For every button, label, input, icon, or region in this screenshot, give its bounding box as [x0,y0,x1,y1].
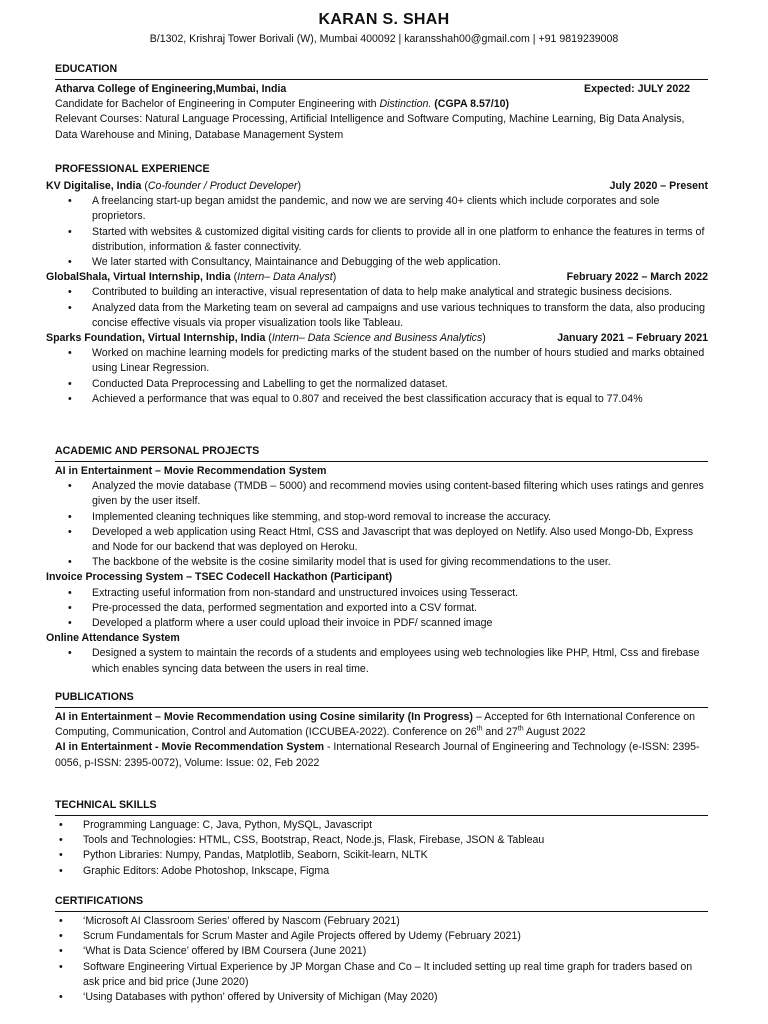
project-bullet-text: Implemented cleaning techniques like stemming, and stop-word removal to increase the accuracy. [92,510,552,523]
projects-section [46,444,708,677]
job-dates: February 2022 – March 2022 [566,271,708,284]
bullet-icon: • [68,347,72,360]
bullet-icon: • [68,286,72,299]
job-title: KV Digitalise, India (Co-founder / Product Developer) [46,180,301,192]
job-bullet-bullets [68,346,708,407]
bullet-icon: • [59,849,63,862]
publication-2-detail: - International Research Journal of Engineering and Technology (e-ISSN: 2395-0056, p-ISSN: 2395-0072), Volume: Issue: 02, Feb 2022 [55,741,700,769]
experience-list [46,179,708,407]
bullet-icon: • [68,195,72,208]
job-organization: GlobalShala, Virtual Internship, India [46,271,231,284]
bullet-icon: • [68,392,72,405]
project-title: Online Attendance System [46,632,180,645]
job-dates: July 2020 – Present [609,180,708,192]
project-bullet-bullets [68,646,708,676]
job-title: GlobalShala, Virtual Internship, India (Intern– Data Analyst) [46,271,337,284]
project-bullet-text: Pre-processed the data, performed segmentation and exported into a CSV format. [92,601,478,614]
project-bullet [68,601,708,616]
publication-2 [55,740,708,770]
skills-list [59,818,708,879]
job-header [46,331,708,346]
job-bullet [68,346,708,376]
skills-item [59,818,708,833]
job-bullet [68,285,708,300]
job-bullet-bullets [68,194,708,270]
bullet-icon: • [68,480,72,493]
bullet-icon: • [68,601,72,614]
projects-list [46,464,708,677]
project-bullet [68,616,708,631]
bullet-icon: • [68,301,72,314]
publication-1-title: AI in Entertainment – Movie Recommendation using Cosine similarity (In Progress) [55,711,473,723]
skills-item [59,864,708,879]
project-title: AI in Entertainment – Movie Recommendation System [55,465,327,477]
publications-heading: PUBLICATIONS [55,690,708,708]
bullet-icon: • [68,510,72,523]
job-header [46,270,708,285]
ordinal-suffix: th [476,725,483,733]
project-bullet [68,479,708,509]
job-title: Sparks Foundation, Virtual Internship, India (Intern– Data Science and Business Analytics) [46,332,486,345]
relevant-courses: Relevant Courses: Natural Language Processing, Artificial Intelligence and Software Computing, Machine Learning, Big Data Analysis, Data Warehouse and Mining, Database Management System [55,113,685,141]
publication-2-title: AI in Entertainment - Movie Recommendation System [55,741,325,754]
job-role: Intern– Data Analyst [237,271,333,284]
bullet-icon: • [59,915,63,927]
bullet-icon: • [68,617,72,630]
degree-text: Candidate for Bachelor of Engineering in Computer Engineering with [55,98,380,111]
project-bullet-text: Developed a platform where a user could upload their invoice in PDF/ scanned image [92,617,493,630]
job-bullet-text: We later started with Consultancy, Maintainance and Debugging of the web application. [92,256,501,269]
project-bullet-text: Extracting useful information from non-standard and unstructured invoices using Tesseract. [92,586,519,599]
job-bullet [68,377,708,392]
publications-section [55,690,708,771]
bullet-icon: • [59,864,63,877]
job-dates: January 2021 – February 2021 [557,332,708,345]
certifications-item [59,944,708,959]
degree-honors: Distinction. [379,98,432,111]
job-organization: KV Digitalise, India [46,180,142,192]
degree-cgpa: (CGPA 8.57/10) [431,98,510,111]
skills-item [59,848,708,863]
graduation-date: Expected: JULY 2022 [584,83,690,95]
skills-item-text: Python Libraries: Numpy, Pandas, Matplotlib, Seaborn, Scikit-learn, NLTK [83,849,428,862]
experience-heading: PROFESSIONAL EXPERIENCE [55,163,210,175]
job-bullet-text: Conducted Data Preprocessing and Labelling to get the normalized dataset. [92,377,448,390]
bullet-icon: • [59,834,63,847]
bullet-icon: • [59,960,63,973]
job-bullet [68,301,708,331]
certifications-item-text: Software Engineering Virtual Experience by JP Morgan Chase and Co – It included setting up real time graph for traders based on ask price and bid price (June 2020) [83,960,693,988]
job-bullet [68,255,708,270]
job-bullet [68,392,708,407]
project-bullet-text: Designed a system to maintain the records of a students and employees using web technologies like PHP, Html, Css and firebase which enables syncing data between the users in real time. [92,647,700,675]
certifications-item-text: ‘What is Data Science’ offered by IBM Coursera (June 2021) [83,945,367,958]
education-section [55,62,708,143]
job-organization: Sparks Foundation, Virtual Internship, India [46,332,266,345]
projects-heading: ACADEMIC AND PERSONAL PROJECTS [55,444,708,462]
job-role: Intern– Data Science and Business Analytics [271,332,483,345]
school-name: Atharva College of Engineering,Mumbai, India [55,83,287,95]
certifications-item [59,929,708,944]
job-header [46,179,708,194]
bullet-icon: • [59,930,63,943]
job-bullet-bullets [68,285,708,331]
bullet-icon: • [68,647,72,660]
job-bullet-text: Analyzed data from the Marketing team on several ad campaigns and use various techniques to transform the data, also producing concise effective visuals via proper visualization tools like Tableau. [92,301,706,329]
job-bullet-text: A freelancing start-up began amidst the pandemic, and now we are serving 40+ clients which include corporates and sole proprietors. [92,195,660,223]
bullet-icon: • [68,377,72,390]
bullet-icon: • [68,256,72,269]
certifications-heading: CERTIFICATIONS [55,894,708,912]
bullet-icon: • [68,586,72,599]
certifications-item-text: ‘Microsoft AI Classroom Series’ offered by Nascom (February 2021) [83,915,400,927]
bullet-icon: • [68,525,72,538]
skills-item-text: Tools and Technologies: HTML, CSS, Bootstrap, React, Node.js, Flask, Firebase, JSON & Tableau [83,834,545,847]
publication-1-date: August 2022 [523,726,586,739]
job-bullet-text: Worked on machine learning models for predicting marks of the student based on the number of hours studied and marks obtained using Linear Regression. [92,347,705,375]
certifications-list [59,914,708,1005]
project-bullet-text: The backbone of the website is the cosine similarity model that is used for giving recommendations to the user. [92,556,611,569]
project-title: Invoice Processing System – TSEC Codecell Hackathon (Participant) [46,571,393,584]
degree-line [55,97,708,112]
project-bullet [68,555,708,570]
bullet-icon: • [59,945,63,958]
ordinal-suffix: th [517,725,524,733]
education-heading: EDUCATION [55,62,708,80]
skills-section [55,798,708,879]
certifications-item-text: Scrum Fundamentals for Scrum Master and Agile Projects offered by Udemy (February 2021) [83,930,521,943]
job-bullet-text: Contributed to building an interactive, visual representation of data to help make analytical and strategic business decisions. [92,286,673,299]
skills-item-text: Programming Language: C, Java, Python, MySQL, Javascript [83,819,373,831]
project-bullet-bullets [68,586,708,632]
candidate-name: KARAN S. SHAH [318,11,450,28]
job-bullet-text: Started with websites & customized digital visiting cards for clients to provide all in one platform to enhance the features in terms of distribution, information & faster connectivity. [92,225,705,253]
skills-item [59,833,708,848]
certifications-section [55,894,708,1005]
job-bullet [68,194,708,224]
project-bullet [68,646,708,676]
publication-1-detail: – Accepted for 6th International Conference on Computing, Communication, Control and Automation (ICCUBEA-2022). Conference on 26 [55,711,695,739]
publication-1-detail-2: and 27 [482,726,518,739]
job-bullet-text: Achieved a performance that was equal to 0.807 and received the best classification accuracy that is equal to 77.04% [92,392,643,405]
job-bullet [68,225,708,255]
skills-item-text: Graphic Editors: Adobe Photoshop, Inkscape, Figma [83,864,330,877]
certifications-item [59,960,708,990]
project-bullet-text: Developed a web application using React Html, CSS and Javascript that was deployed on Netlify. Also used Mongo-Db, Express and Node for our backend that was deployed on Heroku. [92,525,694,554]
job-role: Co-founder / Product Developer [147,180,298,192]
certifications-item-text: ‘Using Databases with python’ offered by University of Michigan (May 2020) [83,991,438,1004]
skills-heading: TECHNICAL SKILLS [55,798,708,816]
project-bullet [68,586,708,601]
bullet-icon: • [59,991,63,1004]
certifications-item [59,914,708,929]
project-bullet-text: Analyzed the movie database (TMDB – 5000) and recommend movies using content-based filtering which uses ratings and genres given by the user itself. [92,480,704,508]
project-bullet [68,525,708,555]
certifications-item [59,990,708,1005]
project-bullet-bullets [68,479,708,570]
project-bullet [68,510,708,525]
bullet-icon: • [68,556,72,569]
bullet-icon: • [68,225,72,238]
publication-1 [55,710,708,740]
bullet-icon: • [59,819,63,831]
contact-line: B/1302, Krishraj Tower Borivali (W), Mumbai 400092 | karansshah00@gmail.com | +91 9819239008 [149,33,619,45]
experience-section [46,162,708,407]
